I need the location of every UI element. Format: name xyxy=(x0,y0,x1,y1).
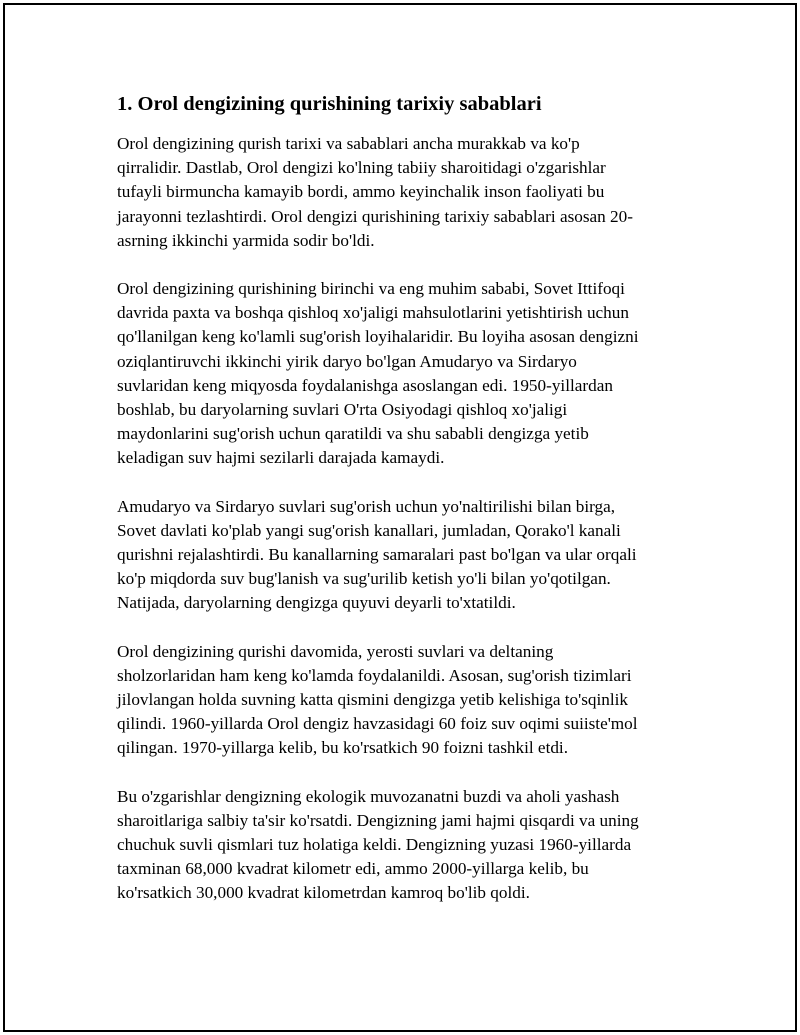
text-line: keladigan suv hajmi sezilarli darajada kamaydi. xyxy=(117,448,445,468)
text-line: Orol dengizining qurish tarixi va sabablari ancha murakkab va ko'p xyxy=(117,134,580,153)
text-line: jilovlangan holda suvning katta qismini dengizga yetib kelishiga to'sqinlik xyxy=(117,690,629,710)
section-heading: 1. Orol dengizining qurishining tarixiy sabablari xyxy=(117,93,542,115)
paragraph-1 xyxy=(117,132,687,253)
text-line: boshlab, bu daryolarning suvlari O'rta Osiyodagi qishloq xo'jaligi xyxy=(117,400,568,420)
paragraph-3 xyxy=(117,495,687,616)
paragraph-4 xyxy=(117,640,687,761)
text-line: qilindi. 1960-yillarda Orol dengiz havzasidagi 60 foiz suv oqimi suiiste'mol xyxy=(117,714,638,734)
text-line: oziqlantiruvchi ikkinchi yirik daryo bo'lgan Amudaryo va Sirdaryo xyxy=(117,351,577,371)
text-line: jarayonni tezlashtirdi. Orol dengizi qurishining tarixiy sabablari asosan 20- xyxy=(117,206,633,226)
text-line: qilingan. 1970-yillarga kelib, bu ko'rsatkich 90 foizni tashkil etdi. xyxy=(117,738,569,758)
text-line: Orol dengizining qurishining birinchi va eng muhim sababi, Sovet Ittifoqi xyxy=(117,279,625,299)
paragraph-5 xyxy=(117,785,687,906)
text-line: sholzorlaridan ham keng ko'lamda foydalanildi. Asosan, sug'orish tizimlari xyxy=(117,665,632,685)
text-line: qo'llanilgan keng ko'lamli sug'orish loyihalaridir. Bu loyiha asosan dengizni xyxy=(117,327,639,347)
text-line: Sovet davlati ko'plab yangi sug'orish kanallari, jumladan, Qorako'l kanali xyxy=(117,520,621,540)
text-line: qirralidir. Dastlab, Orol dengizi ko'lning tabiiy sharoitidagi o'zgarishlar xyxy=(117,158,606,178)
text-line: tufayli birmuncha kamayib bordi, ammo keyinchalik inson faoliyati bu xyxy=(117,182,605,202)
text-line: davrida paxta va boshqa qishloq xo'jaligi mahsulotlarini yetishtirish uchun xyxy=(117,303,629,323)
text-line: maydonlarini sug'orish uchun qaratildi va shu sababli dengizga yetib xyxy=(117,424,589,444)
text-line: chuchuk suvli qismlari tuz holatiga keldi. Dengizning yuzasi 1960-yillarda xyxy=(117,835,632,855)
text-line: Orol dengizining qurishi davomida, yerosti suvlari va deltaning xyxy=(117,641,554,661)
text-line: asrning ikkinchi yarmida sodir bo'ldi. xyxy=(117,230,375,250)
text-line: Natijada, daryolarning dengizga quyuvi deyarli to'xtatildi. xyxy=(117,593,516,613)
document-body xyxy=(117,90,687,930)
text-line: qurishni rejalashtirdi. Bu kanallarning samaralari past bo'lgan va ular orqali xyxy=(117,545,637,565)
text-line: Bu o'zgarishlar dengizning ekologik muvozanatni buzdi va aholi yashash xyxy=(117,786,620,806)
text-line: taxminan 68,000 kvadrat kilometr edi, ammo 2000-yillarga kelib, bu xyxy=(117,859,589,879)
text-line: suvlaridan keng miqyosda foydalanishga asoslangan edi. 1950-yillardan xyxy=(117,375,613,395)
text-line: sharoitlariga salbiy ta'sir ko'rsatdi. Dengizning jami hajmi qisqardi va uning xyxy=(117,810,639,830)
text-line: ko'p miqdorda suv bug'lanish va sug'urilib ketish yo'li bilan yo'qotilgan. xyxy=(117,569,611,589)
paragraph-2 xyxy=(117,277,687,471)
text-line: ko'rsatkich 30,000 kvadrat kilometrdan kamroq bo'lib qoldi. xyxy=(117,883,530,903)
text-line: Amudaryo va Sirdaryo suvlari sug'orish uchun yo'naltirilishi bilan birga, xyxy=(117,496,616,516)
